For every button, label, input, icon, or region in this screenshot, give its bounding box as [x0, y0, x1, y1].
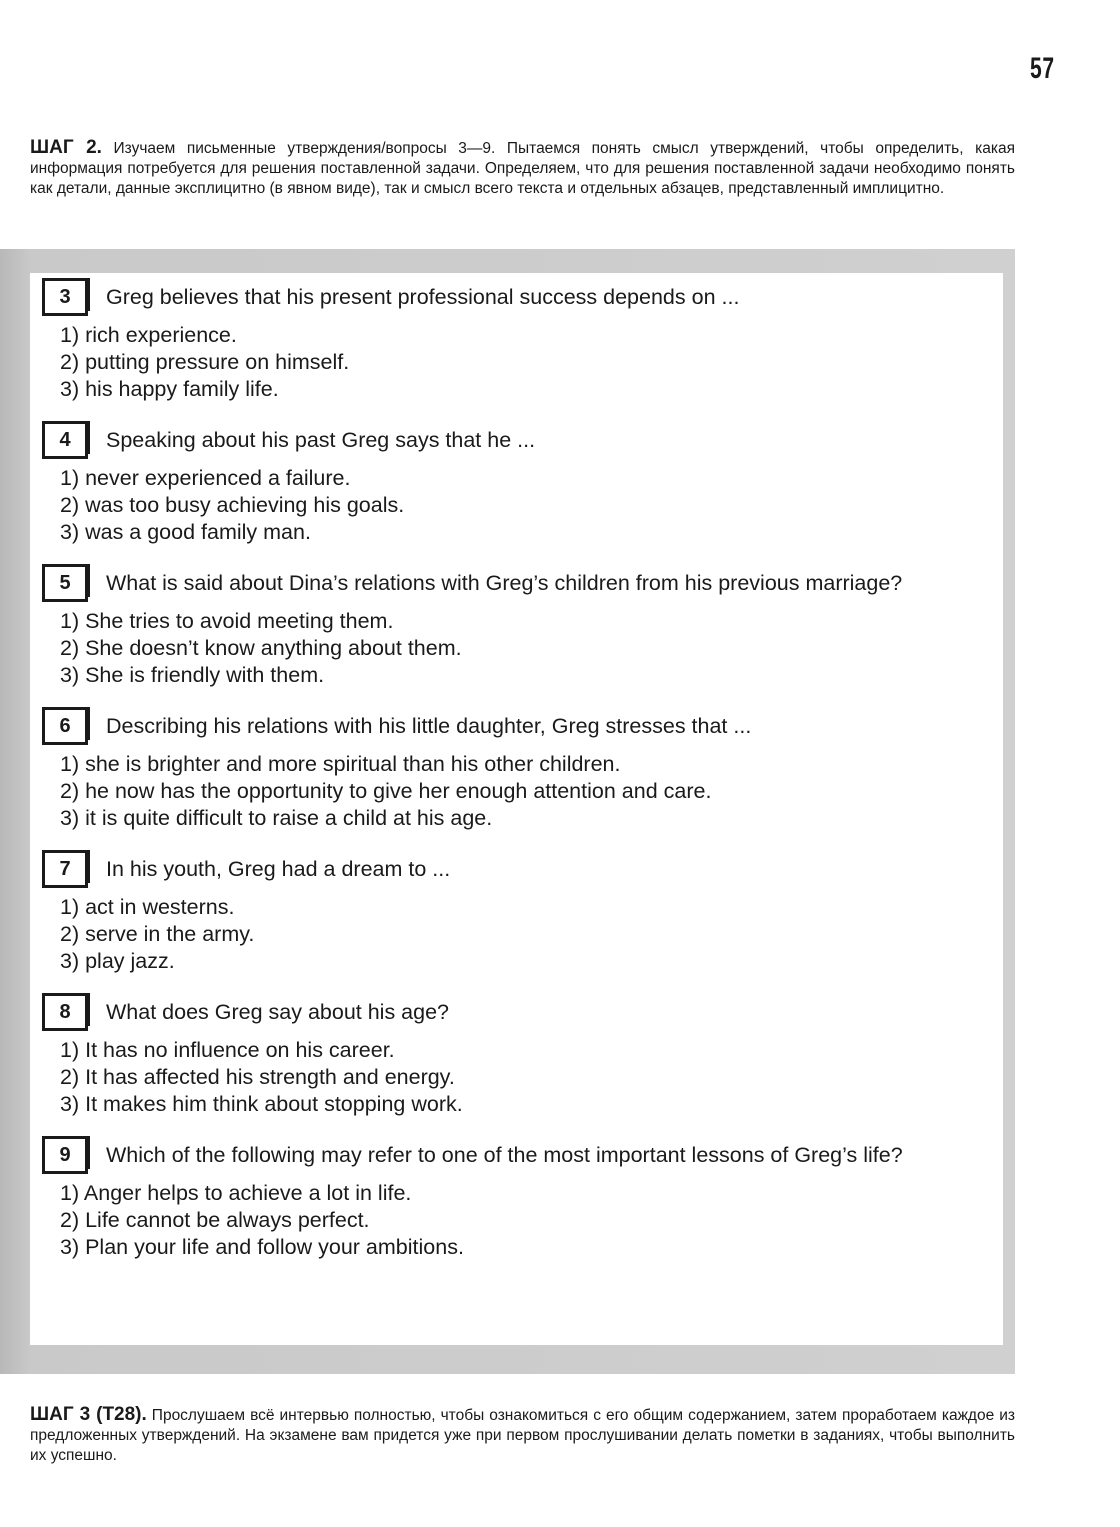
answer-option: 1) rich experience. — [60, 323, 237, 347]
question-number-box: 9 — [42, 1136, 88, 1174]
answer-option: 2) She doesn’t know anything about them. — [60, 636, 462, 660]
question-number-box: 6 — [42, 707, 88, 745]
question-text: Describing his relations with his little daughter, Greg stresses that ... — [88, 707, 990, 740]
answer-option: 1) She tries to avoid meeting them. — [60, 609, 394, 633]
answer-options — [42, 751, 990, 832]
answer-option: 2) putting pressure on himself. — [60, 350, 350, 374]
answer-option: 2) was too busy achieving his goals. — [60, 493, 405, 517]
question-text: What is said about Dina’s relations with Greg’s children from his previous marriage? — [88, 564, 990, 597]
answer-option: 1) never experienced a failure. — [60, 466, 351, 490]
answer-option: 2) It has affected his strength and energy. — [60, 1065, 455, 1089]
step-3-text: Прослушаем всё интервью полностью, чтобы ознакомиться с его общим содержанием, затем проработаем каждое из предложенных утверждений. На экзамене вам придется уже при первом прослушивании делать пометки в заданиях, чтобы выполнить их успешно. — [30, 1407, 1015, 1464]
question-7 — [42, 850, 990, 975]
question-number-box: 7 — [42, 850, 88, 888]
answer-options — [42, 322, 990, 403]
answer-option: 3) She is friendly with them. — [60, 663, 325, 687]
question-4 — [42, 421, 990, 546]
answer-option: 1) It has no influence on his career. — [60, 1038, 395, 1062]
question-text: In his youth, Greg had a dream to ... — [88, 850, 990, 883]
answer-option: 3) was a good family man. — [60, 520, 311, 544]
step-2-instructions — [30, 138, 1015, 199]
question-9 — [42, 1136, 990, 1261]
question-number-box: 8 — [42, 993, 88, 1031]
answer-options — [42, 465, 990, 546]
answer-options — [42, 608, 990, 689]
page-number: 57 — [1030, 52, 1055, 85]
question-header — [42, 1136, 990, 1174]
question-5 — [42, 564, 990, 689]
step-2-label: ШАГ 2. — [30, 137, 102, 158]
questions-list — [42, 278, 990, 1261]
question-number-box: 3 — [42, 278, 88, 316]
question-6 — [42, 707, 990, 832]
question-text: Speaking about his past Greg says that he ... — [88, 421, 990, 454]
answer-option: 3) Plan your life and follow your ambitions. — [60, 1235, 464, 1259]
answer-option: 2) he now has the opportunity to give her enough attention and care. — [60, 779, 712, 803]
question-8 — [42, 993, 990, 1118]
question-header — [42, 993, 990, 1031]
step-3-label: ШАГ 3 (Т28). — [30, 1404, 147, 1425]
question-header — [42, 707, 990, 745]
answer-option: 1) Anger helps to achieve a lot in life. — [60, 1181, 412, 1205]
question-header — [42, 850, 990, 888]
step-3-instructions — [30, 1405, 1015, 1466]
question-text: What does Greg say about his age? — [88, 993, 990, 1026]
answer-options — [42, 1037, 990, 1118]
question-number-box: 4 — [42, 421, 88, 459]
question-text: Which of the following may refer to one of the most important lessons of Greg’s life? — [88, 1136, 990, 1169]
question-number-box: 5 — [42, 564, 88, 602]
answer-options — [42, 894, 990, 975]
answer-option: 3) his happy family life. — [60, 377, 279, 401]
answer-option: 3) it is quite difficult to raise a child at his age. — [60, 806, 493, 830]
question-header — [42, 278, 990, 316]
question-header — [42, 564, 990, 602]
answer-option: 3) It makes him think about stopping work. — [60, 1092, 463, 1116]
step-2-text: Изучаем письменные утверждения/вопросы 3—9. Пытаемся понять смысл утверждений, чтобы определить, какая информация потребуется для решения поставленной задачи. Определяем, что для решения поставленной задачи необходимо понять как детали, данные эксплицитно (в явном виде), так и смысл всего текста и отдельных абзацев, представленный имплицитно. — [30, 140, 1015, 197]
question-text: Greg believes that his present professional success depends on ... — [88, 278, 990, 311]
question-header — [42, 421, 990, 459]
answer-option: 3) play jazz. — [60, 949, 175, 973]
answer-option: 2) serve in the army. — [60, 922, 255, 946]
question-3 — [42, 278, 990, 403]
answer-option: 1) she is brighter and more spiritual than his other children. — [60, 752, 621, 776]
answer-option: 1) act in westerns. — [60, 895, 235, 919]
answer-option: 2) Life cannot be always perfect. — [60, 1208, 370, 1232]
answer-options — [42, 1180, 990, 1261]
